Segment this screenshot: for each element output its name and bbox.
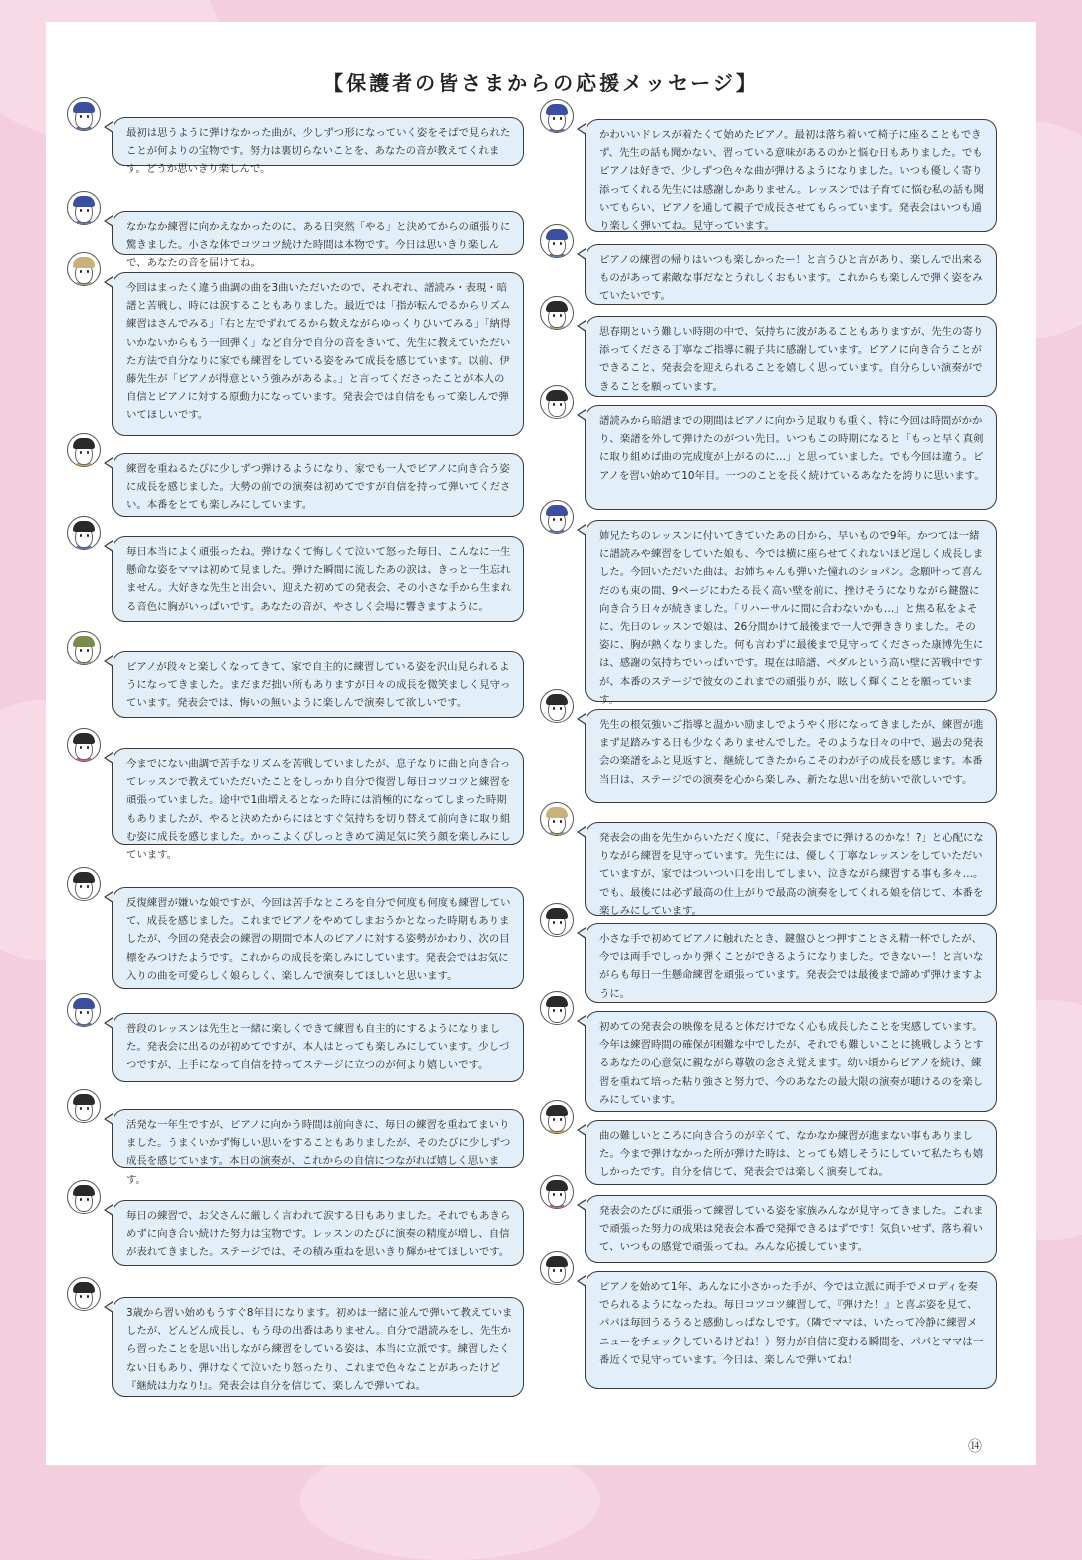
message-bubble: 毎日の練習で、お父さんに厳しく言われて涙する日もありました。それでもあきらめずに向き合い続けた努力は宝物です。レッスンのたびに演奏の精度が増し、自信が表れてきました。ステージでは、その積み重ねを思いきり輝かせてほしいです。	[112, 1200, 524, 1266]
message-bubble: 今までにない曲調で苦手なリズムを苦戦していましたが、息子なりに曲と向き合ってレッスンで教えていただいたことをしっかり自分で復習し毎日コツコツと練習を頑張っていました。途中で1曲増えるとなった時には消極的になってしまった時期もありましたが、やると決めたからにはとすぐ気持ちを切り替えて前向きに取り組む姿に成長を感じました。かっこよくびしっときめて満足気に笑う顔を楽しみにしています。	[112, 748, 524, 845]
message-bubble: かわいいドレスが着たくて始めたピアノ。最初は落ち着いて椅子に座ることもできず、先生の話も聞かない、習っている意味があるのかと悩む日もありました。でもピアノは好きで、少しずつ色々な曲が弾けるようになりました。いつも優しく寄り添ってくれる先生には感謝しかありません。レッスンでは子育てに悩む私の話も聞いてもらい、ピアノを通して親子で成長させてもらっています。発表会はいつも通り楽しく弾いてね。見守っています。	[585, 119, 997, 232]
message-bubble: 毎日本当によく頑張ったね。弾けなくて悔しくて泣いて怒った毎日、こんなに一生懸命な姿をママは初めて見ました。弾けた瞬間に流したあの涙は、きっと一生忘れません。大好きな先生と出会い、迎えた初めての発表会、その小さな手から生まれる音色に胸がいっぱいです。あなたの音が、やさしく会場に響きますように。	[112, 536, 524, 622]
parent-avatar-icon	[67, 252, 101, 286]
message-bubble: 発表会のたびに頑張って練習している姿を家族みんなが見守ってきました。これまで頑張った努力の成果は発表会本番で発揮できるはずです！気負いせず、落ち着いて、いつもの感覚で頑張ってね。みんな応援しています。	[585, 1195, 997, 1263]
parent-avatar-icon	[540, 903, 574, 937]
parent-avatar-icon	[67, 433, 101, 467]
parent-avatar-icon	[540, 224, 574, 258]
parent-avatar-icon	[540, 802, 574, 836]
message-bubble: 今回はまったく違う曲調の曲を3曲いただいたので、それぞれ、譜読み・表現・暗譜と苦戦し、時には涙することもありました。最近では「指が転んでるからリズム練習はさんでみる」「右と左でずれてるから数えながらゆっくりひいてみる」「納得いかないからもう一回弾く」など自分で自分の音をきいて、先生に教えていただいた方法で自分なりに家でも練習をしている姿をみて成長を感じています。以前、伊藤先生が「ピアノが得意という強みがあるよ。」と言ってくださったことが本人の自信とピアノに対する原動力になっています。発表会では自信をもって楽しんで弾いてほしいです。	[112, 272, 524, 436]
parent-avatar-icon	[540, 385, 574, 419]
parent-avatar-icon	[67, 867, 101, 901]
message-bubble: 最初は思うように弾けなかった曲が、少しずつ形になっていく姿をそばで見られたことが何よりの宝物です。努力は裏切らないことを、あなたの音が教えてくれます。どうか思いきり楽しんで。	[112, 117, 524, 166]
message-bubble: 発表会の曲を先生からいただく度に、「発表会までに弾けるのかな！?」と心配になりながら練習を見守っています。先生には、優しく丁寧なレッスンをしていただいていますが、家ではついつい口を出してしまい、泣きながら練習する事も多々…。でも、最後には必ず最高の仕上がりで最高の演奏をしてくれる娘を信じて、本番を楽しみにしています。	[585, 822, 997, 916]
parent-avatar-icon	[540, 1175, 574, 1209]
parent-avatar-icon	[540, 1251, 574, 1285]
parent-avatar-icon	[67, 1089, 101, 1123]
message-bubble: 活発な一年生ですが、ピアノに向かう時間は前向きに、毎日の練習を重ねてまいりました。うまくいかず悔しい思いをすることもありましたが、そのたびに少しずつ成長を感じています。本日の演奏が、これからの自信につながれば嬉しく思います。	[112, 1109, 524, 1168]
message-bubble: ピアノが段々と楽しくなってきて、家で自主的に練習している姿を沢山見られるようになってきました。まだまだ拙い所もありますが日々の成長を微笑ましく見守っています。発表会では、悔いの無いように楽しんで演奏して欲しいです。	[112, 651, 524, 718]
parent-avatar-icon	[540, 991, 574, 1025]
parent-avatar-icon	[67, 1180, 101, 1214]
parent-avatar-icon	[67, 191, 101, 225]
message-bubble: 初めての発表会の映像を見ると体だけでなく心も成長したことを実感しています。今年は練習時間の確保が困難な中でしたが、それでも難しいことに挑戦しようとするあなたの心意気に親ながら尊敬の念さえ覚えます。幼い頃からピアノを続け、練習を重ねて培った粘り強さと努力で、今のあなたの最大限の演奏が聴けるのを楽しみにしています。	[585, 1011, 997, 1112]
parent-avatar-icon	[67, 728, 101, 762]
message-bubble: 思春期という難しい時期の中で、気持ちに波があることもありますが、先生の寄り添ってくださる丁寧なご指導に親子共に感謝しています。ピアノに向き合うことができること、発表会を迎えられることを嬉しく思っています。自分らしい演奏ができることを願っています。	[585, 316, 997, 397]
message-bubble: 練習を重ねるたびに少しずつ弾けるようになり、家でも一人でピアノに向き合う姿に成長を感じました。大勢の前での演奏は初めてですが自信を持って弾いてください。本番をとても楽しみにしています。	[112, 453, 524, 517]
parent-avatar-icon	[540, 296, 574, 330]
message-bubble: 先生の根気強いご指導と温かい励ましでようやく形になってきましたが、練習が進まず足踏みする日も少なくありませんでした。そのような日々の中で、過去の発表会の楽譜をふと見返すと、継続してきたからこそのわが子の成長を感じます。本番当日は、ステージでの演奏を心から楽しみ、新たな思い出を紡いで欲しいです。	[585, 709, 997, 803]
message-bubble: 3歳から習い始めもうすぐ8年目になります。初めは一緒に並んで弾いて教えていましたが、どんどん成長し、もう母の出番はありません。自分で譜読みをし、先生から習ったことを思い出しながら練習をしている姿は、本当に立派です。練習したくない日もあり、弾けなくて泣いたり怒ったり、これまで色々なことがあったけど『継続は力なり!』。発表会は自分を信じて、楽しんで弾いてね。	[112, 1297, 524, 1397]
message-bubble: 小さな手で初めてピアノに触れたとき、鍵盤ひとつ押すことさえ精一杯でしたが、今では両手でしっかり弾くことができるようになりました。できないー！と言いながらも毎日一生懸命練習を頑張っています。発表会では最後まで諦めず弾けますように。	[585, 923, 997, 1003]
message-bubble: 譜読みから暗譜までの期間はピアノに向かう足取りも重く、特に今回は時間がかかり、楽譜を外して弾けたのがつい先日。いつもこの時期になると「もっと早く真剣に取り組めば曲の完成度が上がるのに…」と思っていました。でも今回は違う。ピアノを習い始めて10年目。一つのことを長く続けているあなたを誇りに思います。	[585, 405, 997, 510]
message-bubble: 普段のレッスンは先生と一緒に楽しくできて練習も自主的にするようになりました。発表会に出るのが初めてですが、本人はとっても楽しみにしています。少しづつですが、上手になって自信を持ってステージに立つのが何より嬉しいです。	[112, 1013, 524, 1082]
parent-avatar-icon	[67, 1277, 101, 1311]
page-number: ⑭	[968, 1439, 982, 1455]
page-title: 【保護者の皆さまからの応援メッセージ】	[323, 71, 759, 95]
parent-avatar-icon	[540, 500, 574, 534]
parent-avatar-icon	[67, 516, 101, 550]
parent-avatar-icon	[67, 97, 101, 131]
parent-avatar-icon	[540, 689, 574, 723]
message-bubble: 姉兄たちのレッスンに付いてきていたあの日から、早いもので9年。かつては一緒に譜読みや練習をしていた娘も、今では横に座らせてくれないほど逞しく成長しました。今回いただいた曲は、お姉ちゃんも弾いた憧れのショパン。念願叶って喜んだのも束の間、9ページにわたる長く高い壁を前に、挫けそうになりながら鍵盤に向き合う日々が続きました。「リハーサルに間に合わないかも…」と焦る私をよそに、先日のレッスンで娘は、26分間かけて最後まで一人で弾ききりました。その姿に、胸が熱くなりました。何も言わずに最後まで見守ってくださった康博先生には、感謝の気持ちでいっぱいです。現在は暗譜、ペダルという高い壁に苦戦中ですが、本番のステージで彼女のこれまでの頑張りが、眩しく輝くことを願っています。	[585, 520, 997, 702]
message-bubble: 反復練習が嫌いな娘ですが、今回は苦手なところを自分で何度も何度も練習していて、成長を感じました。これまでピアノをやめてしまおうかとなった時期もありましたが、今回の発表会の練習の期間で本人のピアノに対する姿勢がかわり、次の目標をみつけたようです。これからの成長を楽しみにしています。発表会ではお気に入りの曲を可愛らしく娘らしく、楽しんで演奏してほしいと思います。	[112, 887, 524, 989]
parent-avatar-icon	[67, 631, 101, 665]
parent-avatar-icon	[540, 1100, 574, 1134]
parent-avatar-icon	[67, 993, 101, 1027]
message-bubble: ピアノの練習の帰りはいつも楽しかったー！と言うひと言があり、楽しんで出来るものがあって素敵な事だなとうれしくおもいます。これからも楽しんで弾く姿をみていたいです。	[585, 244, 997, 305]
message-bubble: なかなか練習に向かえなかったのに、ある日突然「やる」と決めてからの頑張りに驚きました。小さな体でコツコツ続けた時間は本物です。今日は思いきり楽しんで、あなたの音を届けてね。	[112, 211, 524, 255]
message-bubble: ピアノを始めて1年、あんなに小さかった手が、今では立派に両手でメロディを奏でられるようになったね。毎日コツコツ練習して、『弾けた！』と喜ぶ姿を見て、パパは毎回うるうると感動しっぱなしです。（隣でママは、いたって冷静に練習メニューをチェックしているけどね！）努力が自信に変わる瞬間を、パパとママは一番近くで見守っています。今日は、楽しんで弾いてね！	[585, 1271, 997, 1389]
message-bubble: 曲の難しいところに向き合うのが辛くて、なかなか練習が進まない事もありました。今まで弾けなかった所が弾けた時は、とっても嬉しそうにしていて私たちも嬉しかったです。自分を信じて、発表会では楽しく演奏してね。	[585, 1120, 997, 1185]
parent-avatar-icon	[540, 99, 574, 133]
